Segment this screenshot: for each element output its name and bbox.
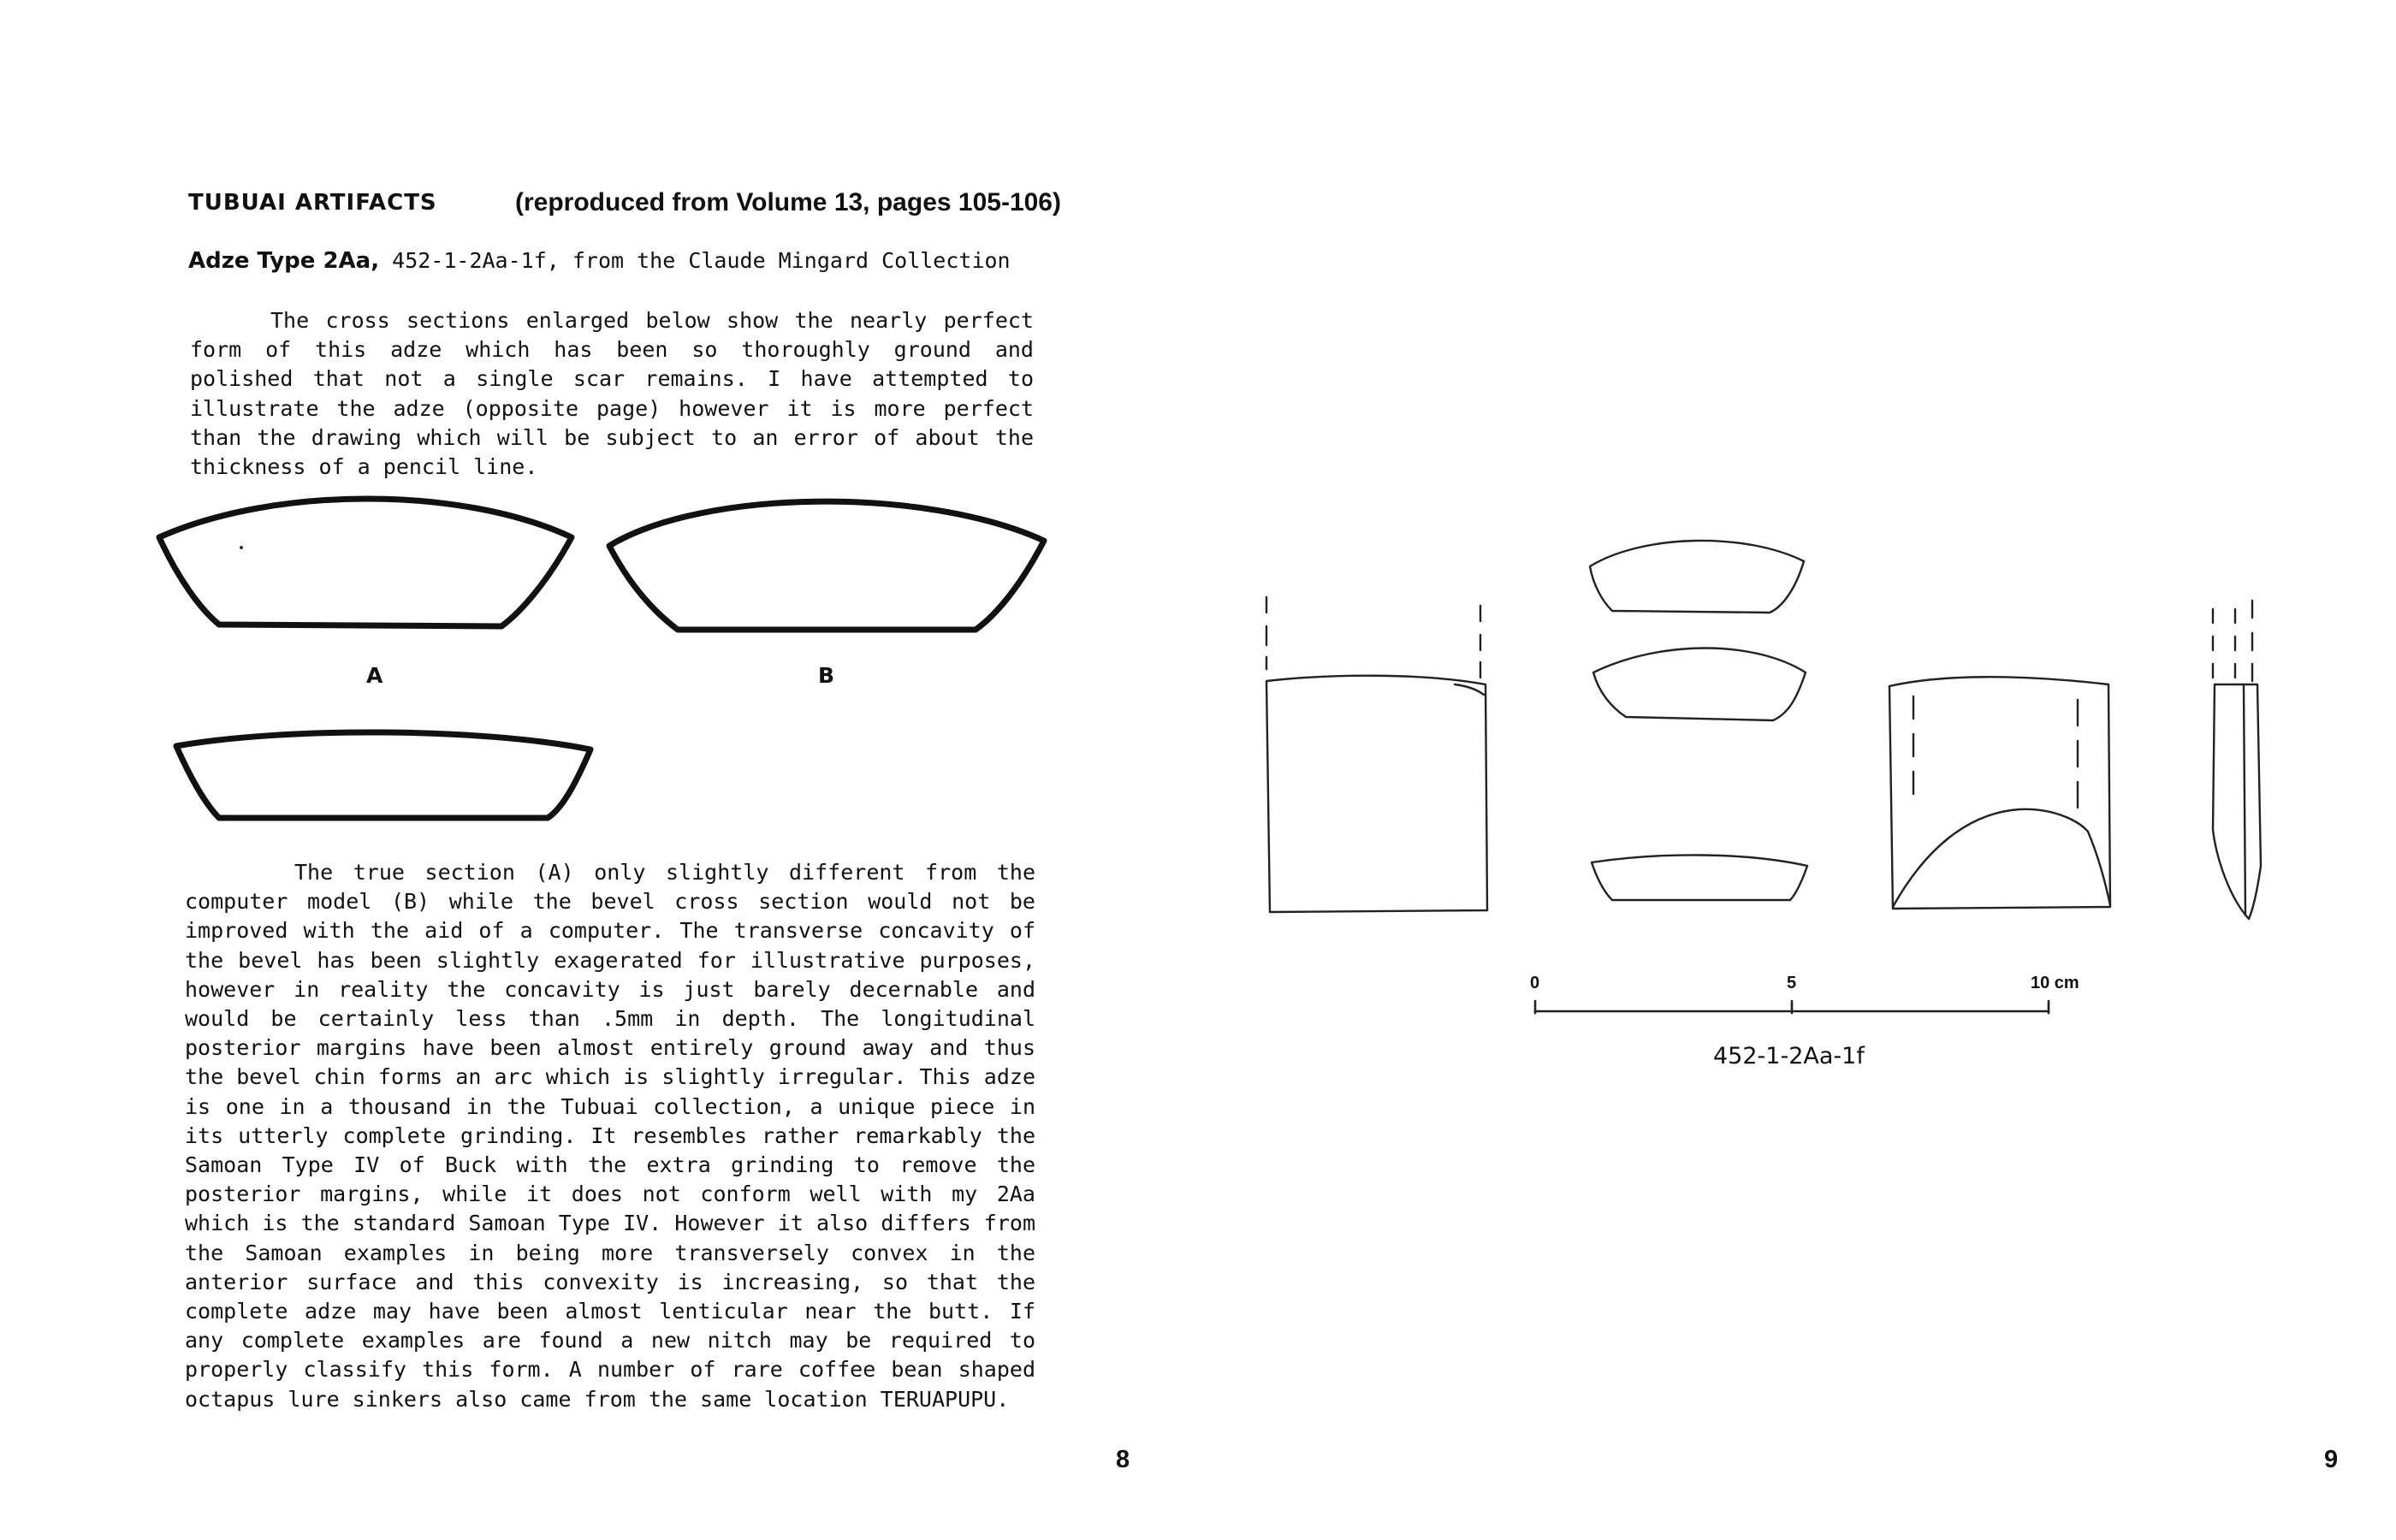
adze-side-view	[2213, 601, 2261, 919]
page-number-right: 9	[2324, 1446, 2339, 1473]
butt-cross-section	[1590, 541, 1804, 613]
catalog-number-caption: 452-1-2Aa-1f	[1713, 1043, 1865, 1069]
adze-front-view	[1266, 597, 1487, 912]
section-label-a: A	[366, 663, 383, 688]
adze-back-view	[1889, 677, 2110, 909]
bevel-cross-section	[176, 732, 590, 818]
analysis-paragraph: The true section (A) only slightly different from the computer model (B) while the bevel cross section would not be improved with the aid of a computer. The transverse concavity of the bevel has been slightly exagerated for illustrative purposes, however in reality the concavity is just barely decernable and would be certainly less than .5mm in depth. The longitudinal posterior margins have been almost entirely ground away and thus the bevel chin forms an arc which is slightly irregular. This adze is one in a thousand in the Tubuai collection, a unique piece in its utterly complete grinding. It resembles rather remarkably the Samoan Type IV of Buck with the extra grinding to remove the posterior margins, while it does not conform well with my 2Aa which is the standard Samoan Type IV. However it also differs from the Samoan examples in being more transversely convex in the anterior surface and this convexity is increasing, so that the complete adze may have been almost lenticular near the butt. If any complete examples are found a new nitch may be required to properly classify this form. A number of rare coffee bean shaped octapus lure sinkers also came from the same location TERUAPUPU.	[185, 860, 1035, 1412]
artifact-description: 452-1-2Aa-1f, from the Claude Mingard Collection	[379, 248, 1011, 273]
cross-section-a	[159, 499, 572, 626]
intro-paragraph: The cross sections enlarged below show the nearly perfect form of this adze which has been so thoroughly ground and polished that not a single scar remains. I have attempted to illustrate the adze (opposite page) however it is more perfect than the drawing which will be subject to an error of about the thickness of a pencil line.	[190, 308, 1034, 480]
adze-illustration	[1198, 0, 2396, 1540]
right-page	[1198, 0, 2396, 1540]
mid-cross-section	[1593, 649, 1806, 721]
section-label-b: B	[818, 663, 835, 688]
scale-label-5: 5	[1787, 974, 1797, 992]
scale-label-0: 0	[1530, 974, 1540, 992]
cross-section-b	[609, 501, 1044, 630]
page-number-left: 8	[1116, 1446, 1130, 1473]
bevel-section-small	[1592, 855, 1807, 900]
adze-type-label: Adze Type 2Aa,	[188, 248, 380, 274]
scale-bar-line	[1535, 1001, 2049, 1013]
scale-label-10cm: 10 cm	[2031, 974, 2079, 992]
heading-source-note: (reproduced from Volume 13, pages 105-106)	[515, 188, 1061, 216]
stray-dot	[240, 546, 243, 549]
heading-title: TUBUAI ARTIFACTS	[188, 190, 437, 216]
